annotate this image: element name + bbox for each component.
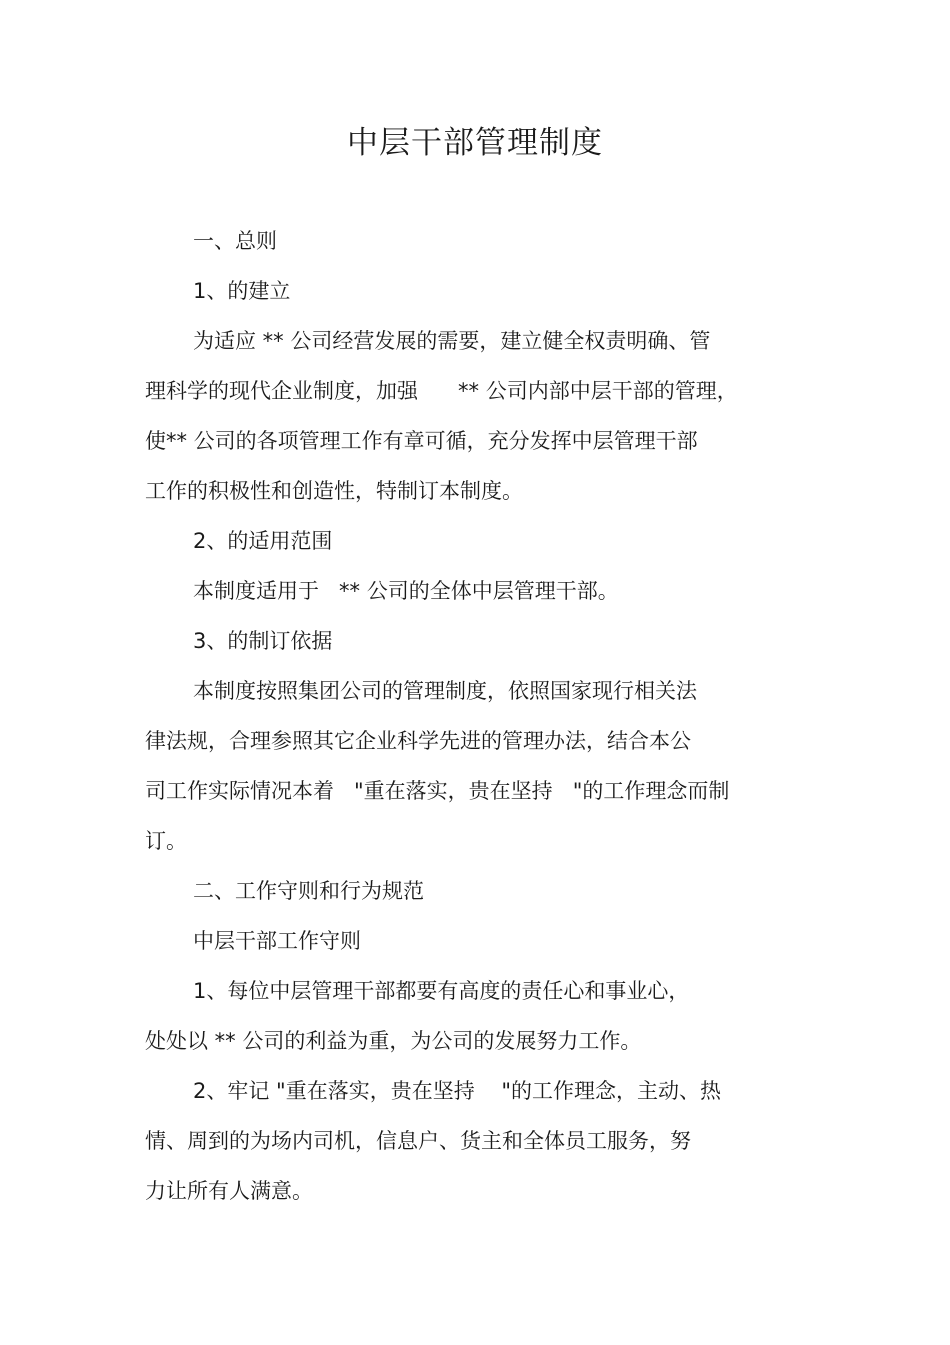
section-heading-general: 一、总则 (193, 229, 277, 253)
paragraph-line: 律法规，合理参照其它企业科学先进的管理办法，结合本公 (145, 729, 691, 753)
paragraph-line: 为适应 ** 公司经营发展的需要，建立健全权责明确、管 (193, 329, 711, 353)
paragraph-line: 使** 公司的各项管理工作有章可循，充分发挥中层管理干部 (145, 429, 698, 453)
paragraph-line: 处处以 ** 公司的利益为重，为公司的发展努力工作。 (145, 1029, 642, 1053)
subsection-heading-1: 1、的建立 (193, 279, 291, 303)
paragraph-line: 本制度适用于 ** 公司的全体中层管理干部。 (193, 579, 619, 603)
paragraph-line: 情、周到的为场内司机，信息户、货主和全体员工服务，努 (145, 1129, 691, 1153)
section-heading-conduct: 二、工作守则和行为规范 (193, 879, 424, 903)
paragraph-line: 2、牢记 "重在落实，贵在坚持 "的工作理念，主动、热 (193, 1079, 722, 1103)
paragraph-line: 订。 (145, 829, 187, 853)
paragraph-line: 理科学的现代企业制度，加强 ** 公司内部中层干部的管理， (145, 379, 738, 403)
paragraph-line: 力让所有人满意。 (145, 1179, 313, 1203)
paragraph-line: 司工作实际情况本着 "重在落实，贵在坚持 "的工作理念而制 (145, 779, 730, 803)
subsection-heading-2: 2、的适用范围 (193, 529, 333, 553)
paragraph-line: 工作的积极性和创造性，特制订本制度。 (145, 479, 523, 503)
paragraph-line: 本制度按照集团公司的管理制度，依照国家现行相关法 (193, 679, 697, 703)
document-title: 中层干部管理制度 (347, 125, 603, 161)
paragraph-line: 1、每位中层管理干部都要有高度的责任心和事业心， (193, 979, 690, 1003)
subsection-heading-rules: 中层干部工作守则 (193, 929, 361, 953)
subsection-heading-3: 3、的制订依据 (193, 629, 333, 653)
